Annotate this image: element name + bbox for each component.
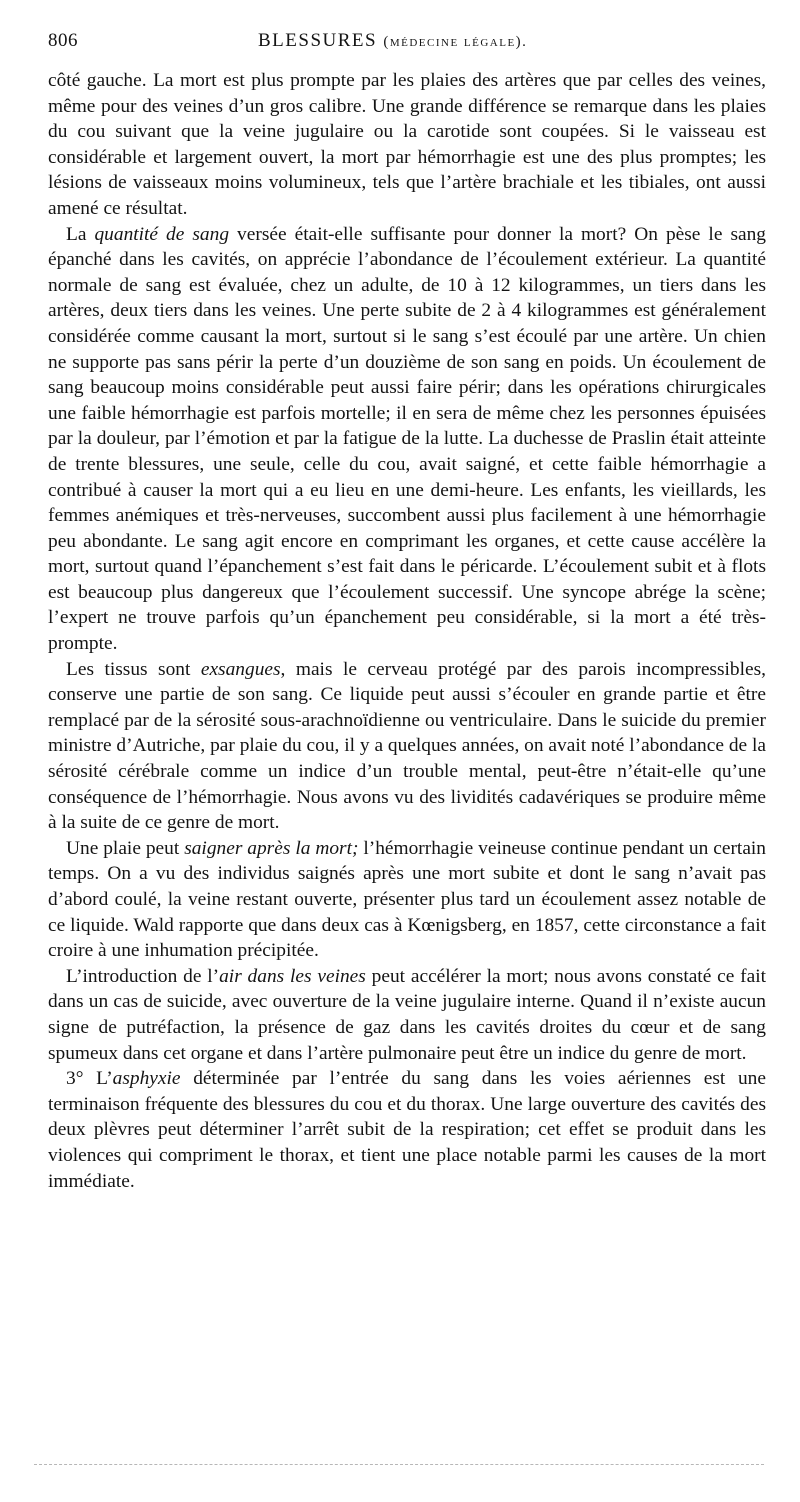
paragraph	[48, 1066, 766, 1194]
text-run: Les tissus sont	[66, 658, 201, 680]
italic-text: asphyxie	[112, 1068, 181, 1090]
paragraph	[48, 657, 766, 836]
running-header	[48, 30, 766, 60]
text-run: côté gauche. La mort est plus prompte par les plaies des artères que par celles des veines, même pour des veines d’un gros calibre. Une grande différence se remarque dans les plaies du cou suivant que la veine jugulaire ou la carotide sont coupées. Si le vaisseau est considérable et largement ouvert, la mort par hémorrhagie est une des plus promptes; les lésions de vaisseaux moins volumineux, tels que l’artère brachiale et les tibiales, ont aussi amené ce résultat.	[48, 70, 766, 219]
paragraph	[48, 68, 766, 222]
text-run: Une plaie peut	[66, 837, 185, 859]
body-text	[48, 68, 766, 1194]
italic-text: saigner après la mort;	[184, 837, 359, 859]
running-title-main: BLESSURES	[258, 30, 378, 51]
paragraph	[48, 964, 766, 1066]
paragraph	[48, 836, 766, 964]
text-run: versée était-elle suffisante pour donner la mort? On pèse le sang épanché dans les cavités, on apprécie l’abondance de l’écoulement extérieur. La quantité normale de sang est évaluée, chez un adulte, de 10 à 12 kilogrammes, un tiers dans les artères, deux tiers dans les veines. Une perte subite de 2 à 4 kilogrammes est généralement considérée comme causant la mort, surtout si le sang s’est écoulé par une artère. Un chien ne supporte pas sans périr la perte d’un douzième de son sang en poids. Un écoulement de sang beaucoup moins considérable peut aussi faire périr; dans les opérations chirurgicales une faible hémorrhagie est parfois mortelle; il en sera de même chez les personnes épuisées par la douleur, par l’émotion et par la fatigue de la lutte. La duchesse de Praslin était atteinte de trente blessures, une seule, celle du cou, avait saigné, et cette faible hémorrhagie a contribué à causer la mort qui a eu lieu en une demi-heure. Les enfants, les vieillards, les femmes anémiques et très-nerveuses, succombent aussi plus facilement à une hémorrhagie peu abondante. Le sang agit encore en comprimant les organes, et cette cause accélère la mort, surtout quand l’épanchement s’est fait dans le péricarde. L’écoulement subit et à flots est beaucoup plus dangereux que l’écoulement successif. Une syncope abrége la scène; l’expert ne trouve parfois qu’un épanchement peu considérable, si la mort a été très-prompte.	[48, 223, 766, 655]
paragraph	[48, 222, 766, 657]
italic-text: exsangues	[200, 658, 281, 680]
book-page	[48, 30, 766, 1194]
text-run: La	[66, 223, 95, 245]
text-run: 3° L’	[66, 1068, 113, 1090]
text-run: déterminée par l’entrée du sang dans les voies aériennes est une terminaison fréquente des blessures du cou et du thorax. Une large ouverture des cavités des deux plèvres peut déterminer l’arrêt subit de la respiration; cet effet se produit dans les violences qui compriment le thorax, et tient une place notable parmi les causes de la mort immédiate.	[48, 1068, 766, 1192]
text-run: , mais le cerveau protégé par des parois incompressibles, conserve une partie de son sang. Ce liquide peut aussi s’écouler en grande partie et être remplacé par de la sérosité sous-arachnoïdienne ou ventriculaire. Dans le suicide du premier ministre d’Autriche, par plaie du cou, il y a quelques années, on avait noté l’abondance de la sérosité cérébrale comme un indice d’un trouble mental, peut-être n’était-elle qu’une conséquence de l’hémorrhagie. Nous avons vu des lividités cadavériques se produire même à la suite de ce genre de mort.	[48, 658, 766, 834]
page-number: 806	[48, 30, 78, 51]
bottom-rule	[34, 1464, 764, 1465]
text-run: peut accélérer la mort; nous avons constaté ce fait dans un cas de suicide, avec ouverture de la veine jugulaire interne. Quand il n’existe aucun signe de putréfaction, la présence de gaz dans les cavités droites du cœur et de sang spumeux dans cet organe et dans l’artère pulmonaire peut être un indice du genre de mort.	[48, 965, 766, 1064]
running-title	[258, 30, 527, 52]
text-run: L’introduction de l’	[66, 965, 220, 987]
running-title-sub: (médecine légale).	[383, 34, 528, 50]
text-run: l’hémorrhagie veineuse continue pendant un certain temps. On a vu des individus saignés après une mort subite et dont le sang n’avait pas d’abord coulé, la veine restant ouverte, présenter plus tard un écoulement assez notable de ce liquide. Wald rapporte que dans deux cas à Kœnigsberg, en 1857, cette circonstance a fait croire à une inhumation précipitée.	[48, 837, 767, 962]
italic-text: quantité de sang	[94, 223, 230, 245]
italic-text: air dans les veines	[219, 965, 366, 987]
